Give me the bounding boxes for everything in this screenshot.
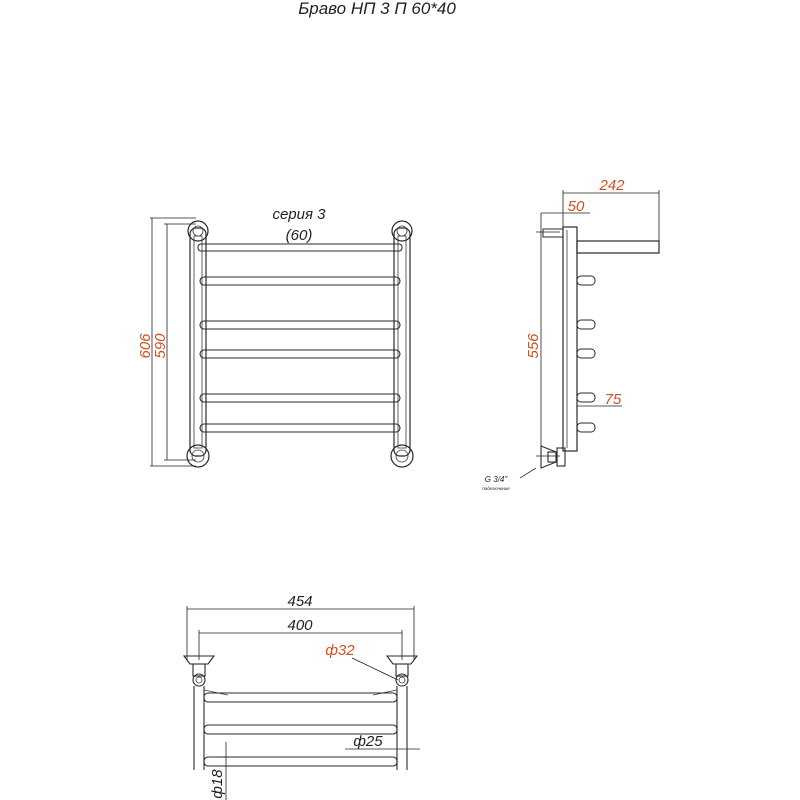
dim-bar-dia-label: ф25 [353, 733, 383, 750]
front-view [137, 206, 413, 467]
dim-590-label: 590 [152, 333, 169, 359]
dimension-400 [199, 617, 402, 660]
right-mount-icon [387, 656, 417, 686]
valve-icon [520, 446, 565, 478]
connection-sub-label: подключение [482, 486, 510, 491]
connection-label: G 3/4" [484, 475, 508, 484]
left-upright [187, 221, 209, 467]
side-rung-stubs [577, 276, 595, 432]
top-view [184, 593, 420, 800]
right-upright [391, 221, 413, 467]
dimension-75 [577, 391, 622, 408]
dim-242-label: 242 [599, 177, 625, 194]
dim-606-label: 606 [137, 333, 154, 359]
dimension-556 [525, 213, 560, 456]
dim-556-label: 556 [525, 333, 542, 359]
series-sub-label: (60) [285, 227, 313, 244]
side-view [482, 177, 659, 491]
dim-454-label: 454 [287, 593, 313, 610]
drawing-title: Браво НП 3 П 60*40 [298, 0, 456, 18]
front-rungs [198, 244, 402, 432]
dimension-50 [541, 198, 590, 215]
dim-400-label: 400 [287, 617, 313, 634]
dim-50-label: 50 [567, 198, 585, 215]
dim-small-dia-label: ф18 [209, 769, 226, 799]
dim-pipe-dia-label: ф32 [325, 642, 355, 659]
dim-75-label: 75 [604, 391, 622, 408]
left-mount-icon [184, 656, 214, 686]
series-label: серия 3 [272, 206, 326, 223]
